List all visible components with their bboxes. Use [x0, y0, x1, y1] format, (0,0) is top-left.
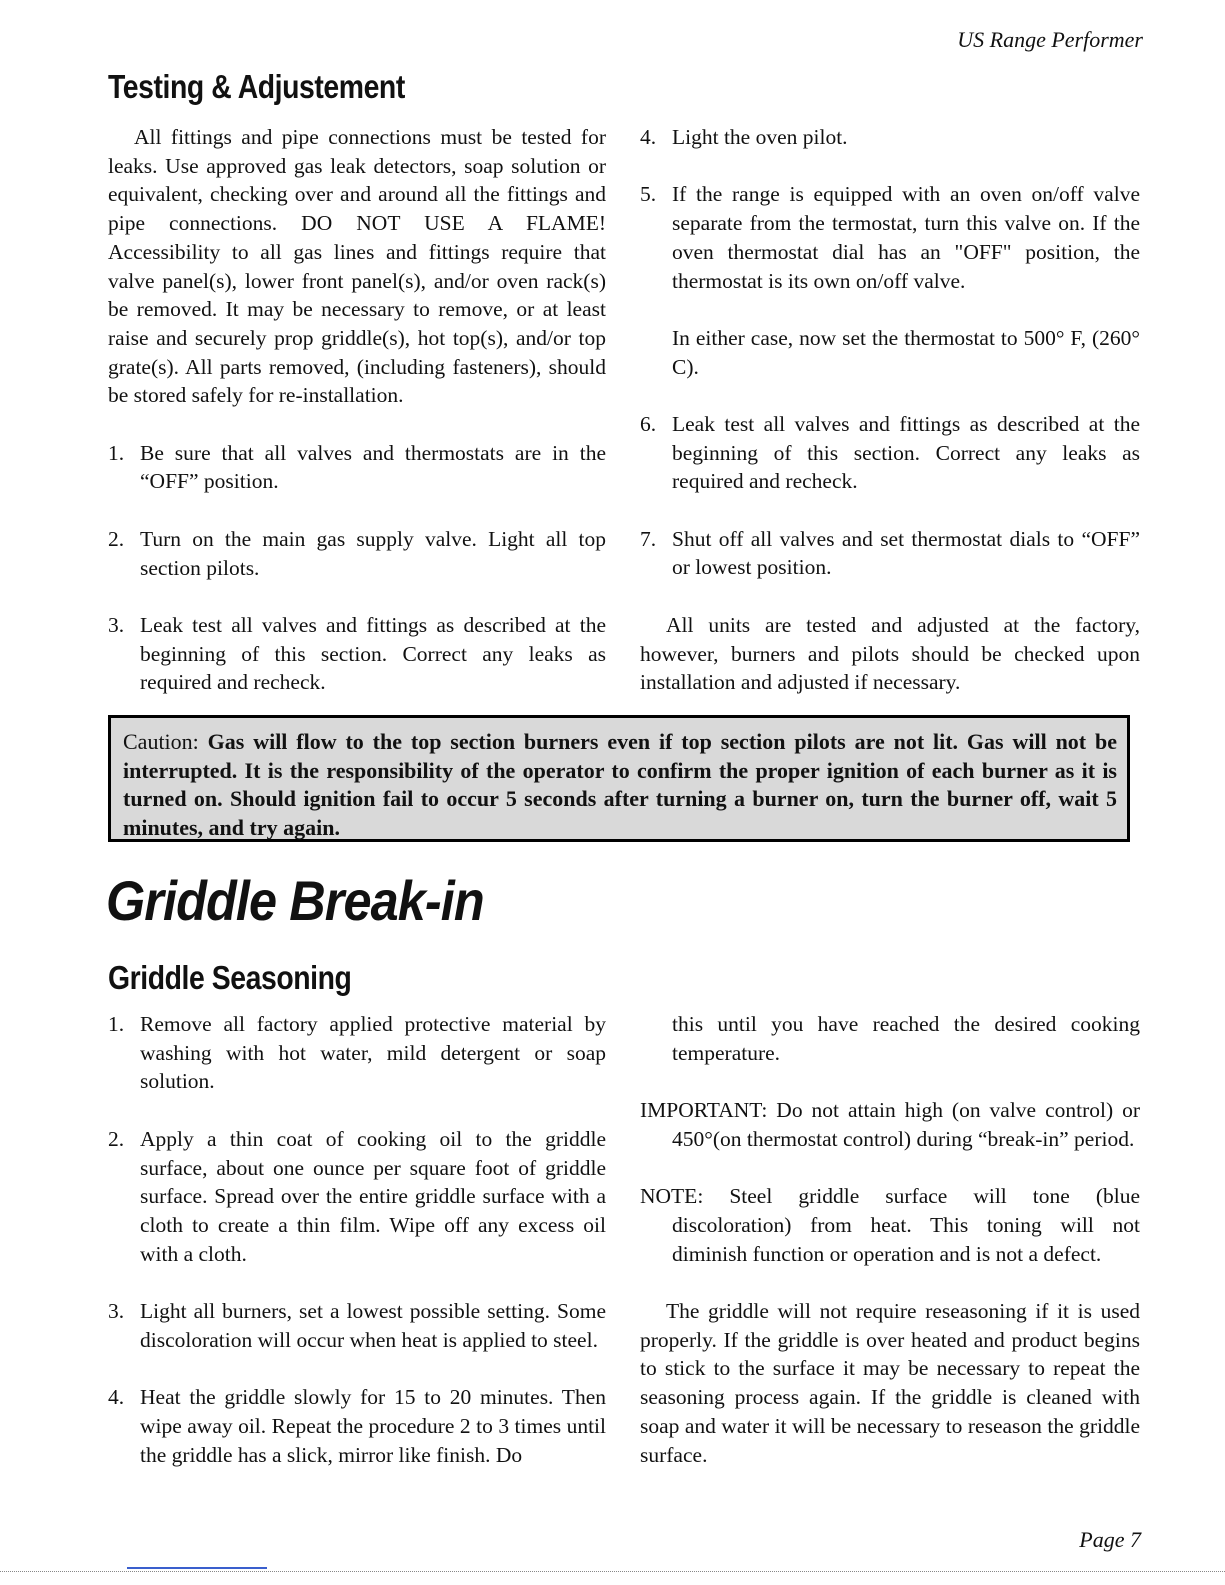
caution-box [108, 715, 1130, 842]
breakin-left-column [108, 1010, 606, 1469]
testing-right-column [640, 123, 1140, 697]
list-item: 3. Leak test all valves and fittings as described at the beginning of this section. Correct any leaks as required and recheck. [108, 612, 606, 695]
griddle-break-in-title: Griddle Break-in [106, 869, 484, 932]
breakin-right-column [640, 1010, 1140, 1469]
breakin-closing: The griddle will not require reseasoning if it is used properly. If the griddle is over heated and product begins to stick to the surface it may be necessary to repeat the seasoning process again. If the griddle is cleaned with soap and water it will be necessary to reseason the griddle surface. [640, 1298, 1140, 1467]
list-item: 2. Turn on the main gas supply valve. Light all top section pilots. [108, 526, 606, 580]
document-brand: US Range Performer [957, 27, 1143, 52]
list-item-continuation: In either case, now set the thermostat to 500° F, (260° C). [672, 325, 1140, 379]
footer-mark [127, 1567, 267, 1569]
page-number: Page 7 [1079, 1527, 1141, 1552]
list-item: 1. Be sure that all valves and thermostats are in the “OFF” position. [108, 440, 606, 494]
footer-divider [0, 1571, 1225, 1572]
steel-note: NOTE: Steel griddle surface will tone (blue discoloration) from heat. This toning will not diminish function or operation and is not a defect. [640, 1184, 1141, 1266]
testing-intro: All fittings and pipe connections must be tested for leaks. Use approved gas leak detectors, soap solution or equivalent, checking over and around all the fittings and pipe connections. DO NOT USE A FLAME! Accessibility to all gas lines and fittings require that valve panel(s), lower front panel(s), and/or oven rack(s) be removed. It may be necessary to remove, or at least raise and securely prop griddle(s), hot top(s), and/or top grate(s). All parts removed, (including fasteners), should be stored safely for re-installation. [108, 125, 606, 408]
list-item: 7. Shut off all valves and set thermostat dials to “OFF” or lowest position. [640, 526, 1140, 580]
list-item: 2. Apply a thin coat of cooking oil to the griddle surface, about one ounce per square foot of griddle surface. Spread over the entire griddle surface with a cloth to create a thin film. Wipe off any excess oil with a cloth. [108, 1126, 606, 1266]
list-item: 3. Light all burners, set a lowest possible setting. Some discoloration will occur when heat is applied to steel. [108, 1299, 606, 1352]
list-item: 1. Remove all factory applied protective material by washing with hot water, mild detergent or soap solution. [108, 1012, 606, 1094]
testing-left-column [108, 123, 606, 697]
breakin-steps [108, 1010, 606, 1469]
list-item: 4. Light the oven pilot. [640, 125, 848, 149]
list-item: 6. Leak test all valves and fittings as described at the beginning of this section. Correct any leaks as required and recheck. [640, 411, 1140, 494]
griddle-seasoning-heading: Griddle Seasoning [108, 959, 352, 996]
caution-label: Caution: [123, 729, 199, 754]
caution-text: Gas will flow to the top section burners even if top section pilots are not lit. Gas will not be interrupted. It is the responsibility of the operator to confirm the proper ignition of each burner as it is turned on. Should ignition fail to occur 5 seconds after turning a burner on, turn the burner off, wait 5 minutes, and try again. [123, 729, 1117, 840]
step4-continuation: this until you have reached the desired cooking temperature. [672, 1012, 1140, 1065]
testing-steps-right [640, 123, 1140, 582]
note-label: NOTE: [640, 1184, 704, 1209]
important-note: IMPORTANT: Do not attain high (on valve control) or 450°(on thermostat control) during “break-in” period. [640, 1098, 1141, 1151]
list-item: 5. If the range is equipped with an oven on/off valve separate from the termostat, turn this valve on. If the oven thermostat dial has an "OFF" position, the thermostat is its own on/off valve. [640, 182, 1140, 293]
testing-steps-left [108, 439, 606, 697]
testing-closing: All units are tested and adjusted at the factory, however, burners and pilots should be checked upon installation and adjusted if necessary. [640, 612, 1140, 695]
testing-heading: Testing & Adjustement [108, 68, 405, 105]
list-item: 4. Heat the griddle slowly for 15 to 20 minutes. Then wipe away oil. Repeat the procedure 2 to 3 times until the griddle has a slick, mirror like finish. Do [108, 1385, 606, 1467]
important-label: IMPORTANT: [640, 1098, 768, 1123]
